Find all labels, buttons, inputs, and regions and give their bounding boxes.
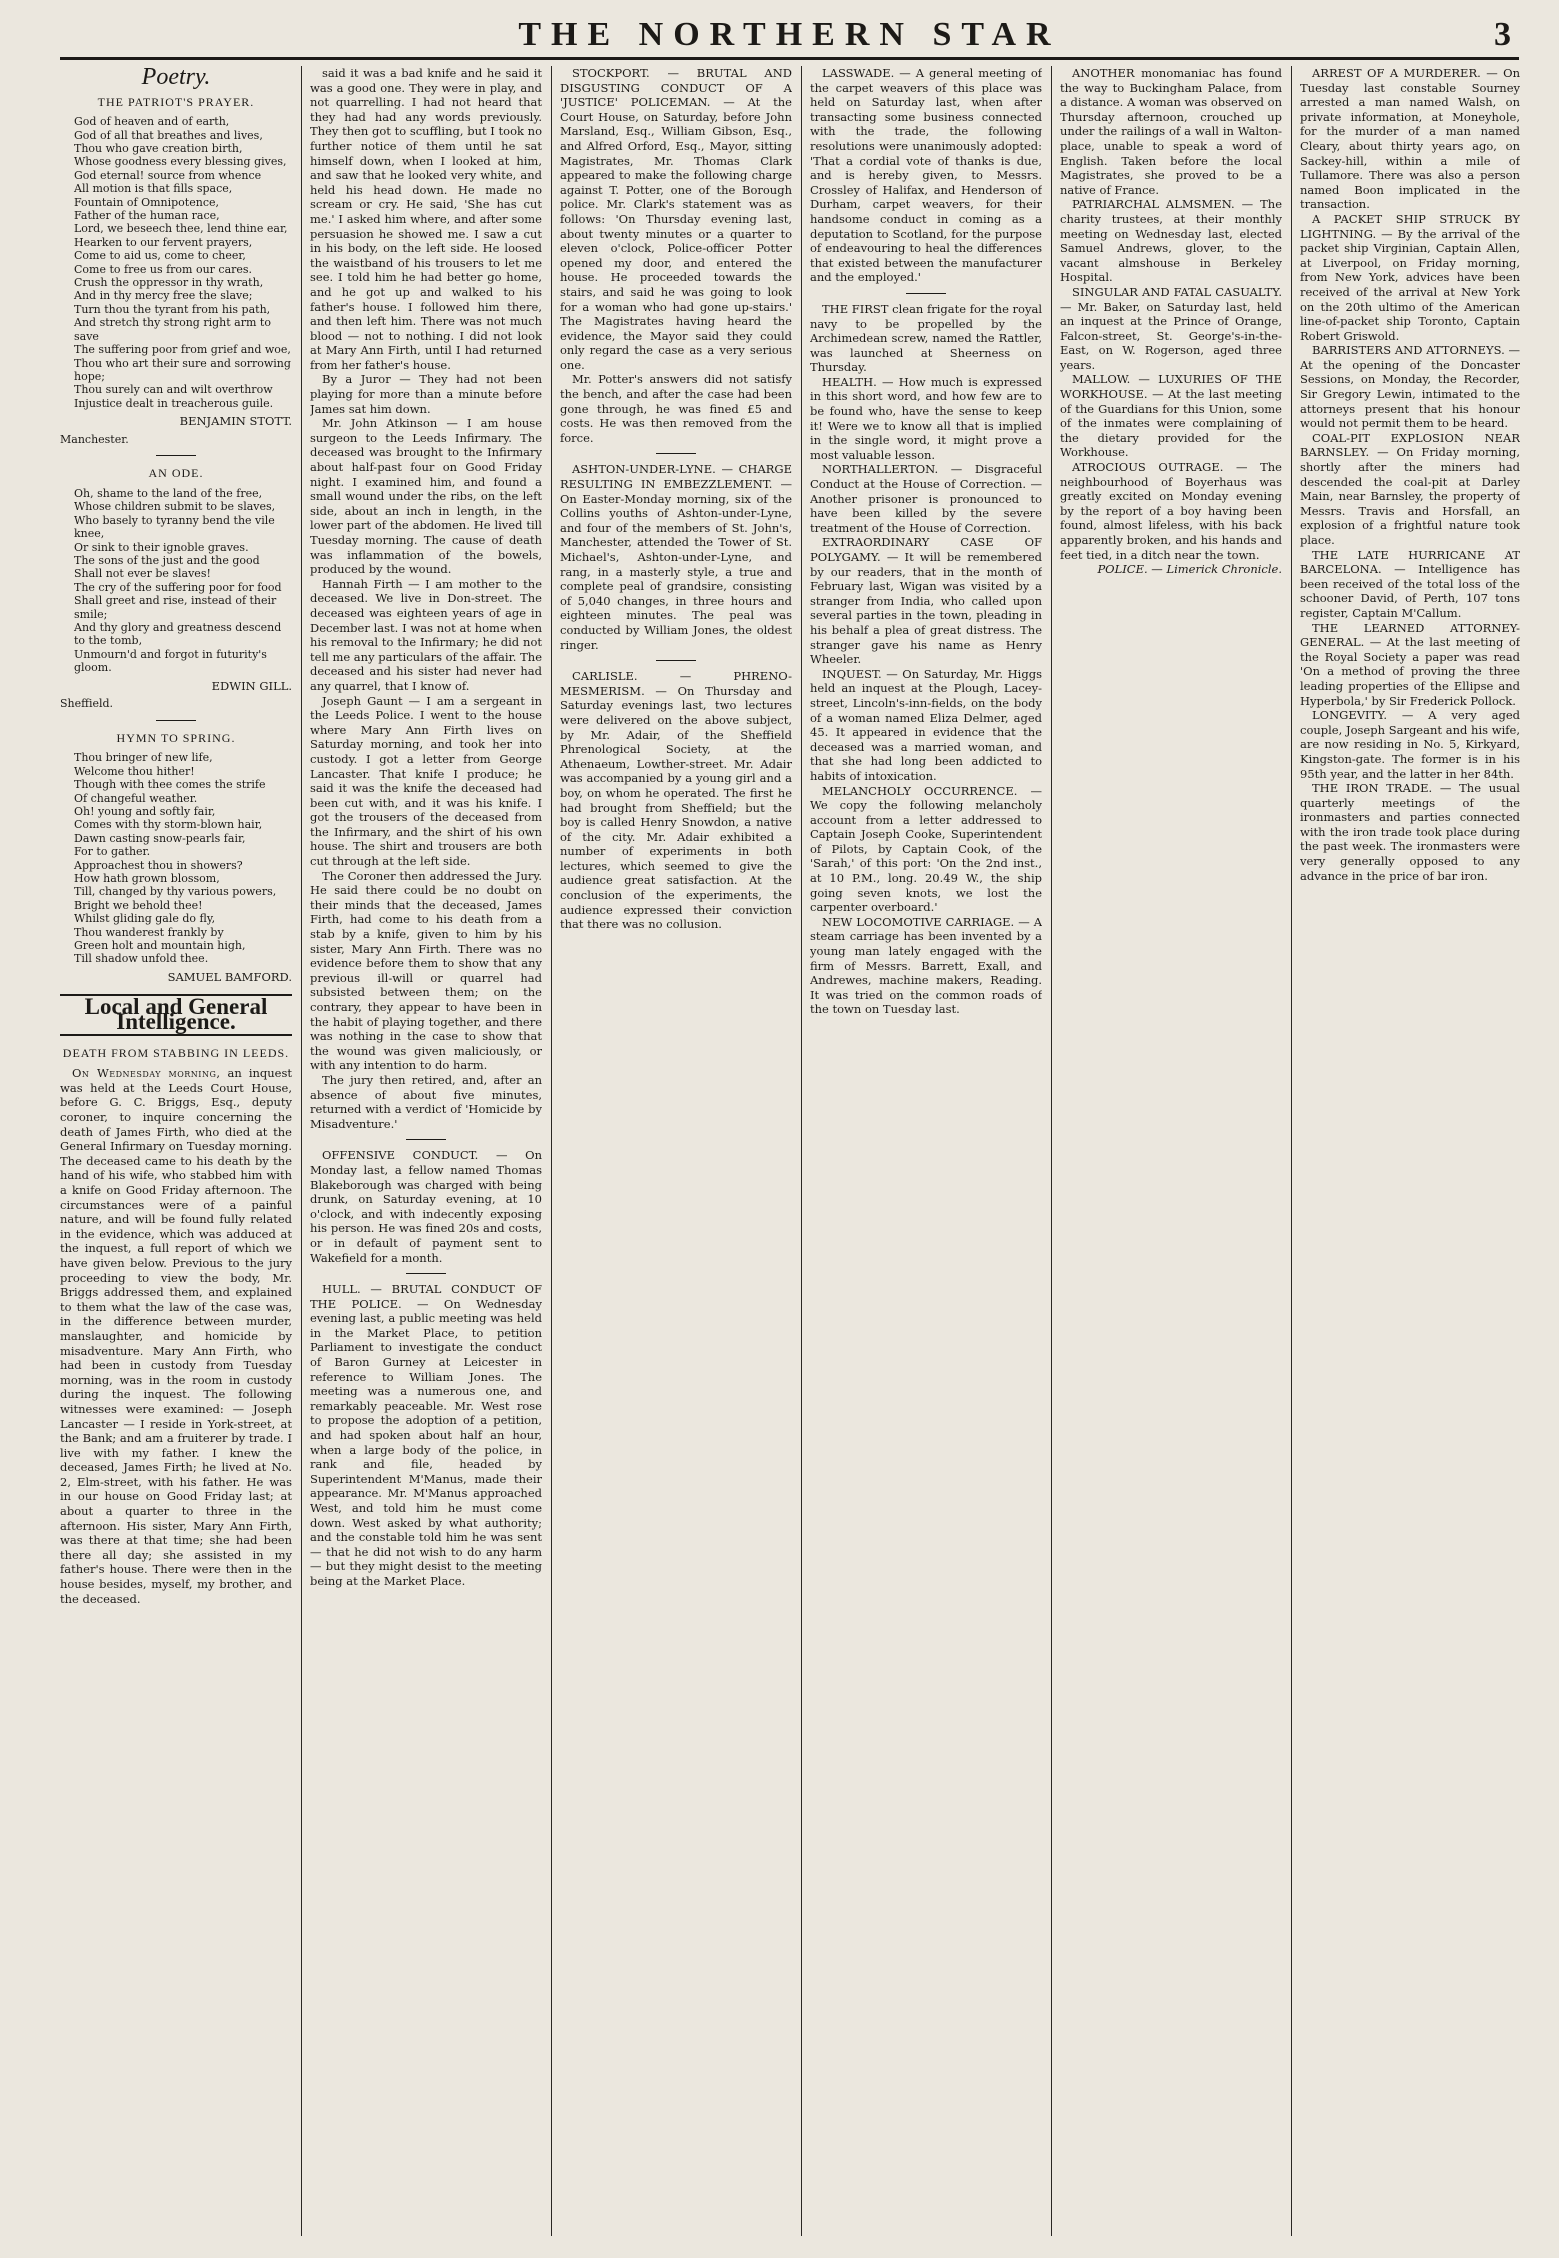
paragraph: Joseph Gaunt — I am a sergeant in the Leeds Police. I went to the house where Mary Ann Firth lives on Saturday morning, and took her into custody. I got a letter from George Lancaster. That knife I produce; he said it was the knife the deceased had been cut with, and it was his knife. I got the trousers of the deceased from the Infirmary, and the shirt of his own house. The shirt and trousers are both cut through at the left side. bbox=[310, 693, 542, 869]
paragraph: BARRISTERS AND ATTORNEYS. — At the opening of the Doncaster Sessions, on Monday, the Recorder, Sir Gregory Lewin, intimated to the attorneys present that his honour would not permit them to be heard. bbox=[1300, 343, 1520, 431]
column-rule bbox=[1291, 66, 1292, 2236]
divider bbox=[406, 1139, 446, 1140]
poem-author: SAMUEL BAMFORD. bbox=[167, 969, 292, 984]
paragraph: POLICE. — Limerick Chronicle. bbox=[1097, 562, 1282, 577]
paragraph: said it was a bad knife and he said it was a good one. They were in play, and not quarrelling. I had not heard that they had had any words previously. They then got to scuffling, but I took no further notice of them until he sat himself down, when I looked at him, and saw that he looked very white, and held his head down. He made no scream or cry. He said, 'She has cut me.' I asked him where, and after some persuasion he showed me. I saw a cut in his body, on the left side. He loosed the waistband of his trousers to let me see. I told him he had better go home, and he got up and walked to his father's house. I followed him there, and then left him. There was not much blood — not to nothing. I did not look at Mary Ann Firth, until I had returned from her father's house. bbox=[310, 66, 542, 372]
paragraph: PATRIARCHAL ALMSMEN. — The charity trustees, at their monthly meeting on Wednesday last, elected Samuel Andrews, glover, to the vacant almshouse in Berkeley Hospital. bbox=[1060, 197, 1282, 285]
paragraph: MELANCHOLY OCCURRENCE. — We copy the following melancholy account from a letter addressed to Captain Joseph Cooke, Superintendent of Pilots, by Captain Cook, of the 'Sarah,' of this port: 'On the 2nd inst., at 10 P.M., long. 20.49 W., the ship going seven knots, we lost the carpenter overboard.' bbox=[810, 783, 1042, 915]
paragraph: THE FIRST clean frigate for the royal navy to be propelled by the Archimedean screw, named the Rattler, was launched at Sheerness on Thursday. bbox=[810, 301, 1042, 375]
column-4 bbox=[810, 66, 1042, 2236]
poem-title: THE PATRIOT'S PRAYER. bbox=[97, 94, 255, 109]
poem-author: BENJAMIN STOTT. bbox=[179, 414, 292, 429]
paragraph: Mr. John Atkinson — I am house surgeon to the Leeds Infirmary. The deceased was brought to the Infirmary about half-past four on Good Friday night. I examined him, and found a small wound under the ribs, on the left side, about an inch in length, in the lower part of the abdomen. He lived till Tuesday morning. The cause of death was inflammation of the bowels, produced by the wound. bbox=[310, 416, 542, 577]
poem-title: HYMN TO SPRING. bbox=[116, 730, 236, 745]
paragraph: ARREST OF A MURDERER. — On Tuesday last constable Sourney arrested a man named Walsh, on private information, at Moneyhole, for the murder of a man named Cleary, about thirty years ago, on Sackey-hill, within a mile of Tullamore. There was also a person named Boon implicated in the transaction. bbox=[1300, 66, 1520, 212]
paragraph: ASHTON-UNDER-LYNE. — CHARGE RESULTING IN EMBEZZLEMENT. — On Easter-Monday morning, six of the Collins youths of Ashton-under-Lyne, and four of the members of St. John's, Manchester, attended the Tower of St. Michael's, Ashton-under-Lyne, and rang, in a masterly style, a true and complete peal of grandsire, consisting of 5,040 changes, in three hours and eighteen minutes. The peal was conducted by William Jones, the oldest ringer. bbox=[560, 462, 792, 652]
column-rule bbox=[301, 66, 302, 2236]
column-rule bbox=[551, 66, 552, 2236]
paragraph: COAL-PIT EXPLOSION NEAR BARNSLEY. — On Friday morning, shortly after the miners had descended the coal-pit at Darley Main, near Barnsley, the property of Messrs. Travis and Horsfall, an explosion of a frightful nature took place. bbox=[1300, 430, 1520, 547]
columns bbox=[60, 66, 1520, 2236]
article-headline: DEATH FROM STABBING IN LEEDS. bbox=[62, 1045, 290, 1060]
article-lead: On Wednesday morning, bbox=[72, 1066, 221, 1081]
divider bbox=[156, 455, 196, 456]
article-body: an inquest was held at the Leeds Court House, before G. C. Briggs, Esq., deputy coroner, to inquire concerning the death of James Firth, who died at the General Infirmary on Tuesday morning. The deceased came to his death by the hand of his wife, who stabbed him with a knife on Good Friday afternoon. The circumstances were of a painful nature, and will be found fully related in the evidence, which was adduced at the inquest, a full report of which we have given below. Previous to the jury proceeding to view the body, Mr. Briggs addressed them, and explained to them what the law of the case was, in the difference between murder, manslaughter, and homicide by misadventure. Mary Ann Firth, who had been in custody from Tuesday morning, was in the room in custody during the inquest. The following witnesses were examined: — Joseph Lancaster — I reside in York-street, at the Bank; and am a fruiterer by trade. I live with my father. I knew the deceased, James Firth; he lived at No. 2, Elm-street, with his father. He was in our house on Good Friday last; at about a quarter to three in the afternoon. His sister, Mary Ann Firth, was there at that time; she had been there all day; she assisted in my father's house. There were then in the house besides, myself, my brother, and the deceased. bbox=[60, 1066, 292, 1606]
paragraph: HEALTH. — How much is expressed in this short word, and how few are to be found who, have the sense to keep it! Were we to know all that is implied in the single word, it might prove a most valuable lesson. bbox=[810, 374, 1042, 462]
paragraph: THE LATE HURRICANE AT BARCELONA. — Intelligence has been received of the total loss of the schooner David, of Perth, 107 tons register, Captain M'Callum. bbox=[1300, 547, 1520, 620]
poetry-heading: Poetry. bbox=[141, 66, 211, 90]
poem-author: EDWIN GILL. bbox=[211, 678, 292, 693]
paragraph: LONGEVITY. — A very aged couple, Joseph Sargeant and his wife, are now residing in No. 5, Kirkyard, Kingston-gate. The former is in his 95th year, and the latter in her 84th. bbox=[1300, 708, 1520, 781]
poem-place: Manchester. bbox=[60, 432, 129, 446]
column-1 bbox=[60, 66, 292, 2236]
paragraph: A PACKET SHIP STRUCK BY LIGHTNING. — By the arrival of the packet ship Virginian, Captain Allen, at Liverpool, on Friday morning, from New York, advices have been received of the arrival at New York on the 20th ultimo of the American line-of-packet ship Toronto, Captain Robert Griswold. bbox=[1300, 211, 1520, 343]
divider bbox=[656, 453, 696, 454]
divider bbox=[156, 720, 196, 721]
poem-verse: God of heaven and of earth, God of all that breathes and lives, Thou who gave creation birth, Whose goodness every blessing gives, God eternal! source from whence All motion is that fills space, Fountain of Omnipotence, Father of the human race, Lord, we beseech thee, lend thine ear, Hearken to our fervent prayers, Come to aid us, come to cheer, Come to free us from our cares. Crush the oppressor in thy wrath, And in thy mercy free the slave; Turn thou the tyrant from his path, And stretch thy strong right arm to save The suffering poor from grief and woe, Thou who art their sure and sorrowing hope; Thou surely can and wilt overthrow Injustice dealt in treacherous guile. bbox=[74, 115, 291, 410]
paragraph: STOCKPORT. — BRUTAL AND DISGUSTING CONDUCT OF A 'JUSTICE' POLICEMAN. — At the Court House, on Saturday, before John Marsland, Esq., William Gibson, Esq., and Alfred Orford, Esq., Mayor, sitting Magistrates, Mr. Thomas Clark appeared to make the following charge against T. Potter, one of the Borough police. Mr. Clark's statement was as follows: 'On Thursday evening last, about twenty minutes or a quarter to eleven o'clock, Police-officer Potter opened my door, and entered the house. He proceeded towards the stairs, and said he was going to look for a woman who had gone up-stairs.' The Magistrates having heard the evidence, the Mayor said they could only regard the case as a very serious one. bbox=[560, 66, 792, 372]
paragraph: NEW LOCOMOTIVE CARRIAGE. — A steam carriage has been invented by a young man lately engaged with the firm of Messrs. Barrett, Exall, and Andrewes, machine makers, Reading. It was tried on the common roads of the town on Tuesday last. bbox=[810, 914, 1042, 1017]
column-3 bbox=[560, 66, 792, 2236]
masthead bbox=[60, 14, 1519, 60]
paragraph: THE IRON TRADE. — The usual quarterly meetings of the ironmasters and parties connected with the iron trade took place during the past week. The ironmasters were very generally opposed to any advance in the price of bar iron. bbox=[1300, 781, 1520, 883]
paragraph: INQUEST. — On Saturday, Mr. Higgs held an inquest at the Plough, Lacey-street, Lincoln's-inn-fields, on the body of a woman named Eliza Delmer, aged 45. It appeared in evidence that the deceased was a married woman, and that she had long been addicted to habits of intoxication. bbox=[810, 666, 1042, 783]
paragraph: SINGULAR AND FATAL CASUALTY. — Mr. Baker, on Saturday last, held an inquest at the Prince of Orange, Falcon-street, St. George's-in-the-East, on W. Rogerson, aged three years. bbox=[1060, 284, 1282, 372]
paragraph: NORTHALLERTON. — Disgraceful Conduct at the House of Correction. — Another prisoner is pronounced to have been killed by the severe treatment of the House of Correction. bbox=[810, 462, 1042, 535]
newspaper-title: THE NORTHERN STAR bbox=[518, 16, 1061, 53]
column-5 bbox=[1060, 66, 1282, 2236]
paragraph: EXTRAORDINARY CASE OF POLYGAMY. — It will be remembered by our readers, that in the month of February last, Wigan was visited by a stranger from India, who called upon several parties in the town, pleading in his behalf a plea of great distress. The stranger gave his name as Henry Wheeler. bbox=[810, 535, 1042, 667]
divider bbox=[906, 293, 946, 294]
paragraph: The jury then retired, and, after an absence of about five minutes, returned with a verdict of 'Homicide by Misadventure.' bbox=[310, 1072, 542, 1131]
paragraph: HULL. — BRUTAL CONDUCT OF THE POLICE. — On Wednesday evening last, a public meeting was held in the Market Place, to petition Parliament to investigate the conduct of Baron Gurney at Leicester in reference to William Jones. The meeting was a numerous one, and remarkably peaceable. Mr. West rose to propose the adoption of a petition, and had spoken about half an hour, when a large body of the police, in rank and file, headed by Superintendent M'Manus, made their appearance. Mr. M'Manus approached West, and told him he must come down. West asked by what authority; and the constable told him he was sent — that he did not wish to do any harm — but they might desist to the meeting being at the Market Place. bbox=[310, 1282, 542, 1588]
divider bbox=[656, 660, 696, 661]
page-number: 3 bbox=[1494, 16, 1511, 53]
masthead-rule bbox=[60, 57, 1519, 60]
paragraph: CARLISLE. — PHRENO-MESMERISM. — On Thursday and Saturday evenings last, two lectures were delivered on the above subject, by Mr. Adair, of the Sheffield Phrenological Society, at the Athenaeum, Lowther-street. Mr. Adair was accompanied by a young girl and a boy, on whom he operated. The first he had brought from Sheffield; but the boy is called Henry Snowdon, a native of the city. Mr. Adair exhibited a number of experiments in both lectures, which seemed to give the audience great satisfaction. At the conclusion of the experiments, the audience expressed their conviction that there was no collusion. bbox=[560, 669, 792, 932]
local-intelligence-heading: Local and General Intelligence. bbox=[60, 994, 292, 1035]
column-2 bbox=[310, 66, 542, 2236]
column-rule bbox=[1051, 66, 1052, 2236]
paragraph: The Coroner then addressed the Jury. He said there could be no doubt on their minds that the deceased, James Firth, had come to his death from a stab by a knife, given to him by his sister, Mary Ann Firth. There was no evidence before them to show that any previous ill-will or quarrel had subsisted between them; on the contrary, they appear to have been in the habit of playing together, and there was nothing in the case to show that the wound was given maliciously, or with any intention to do harm. bbox=[310, 868, 542, 1073]
paragraph: OFFENSIVE CONDUCT. — On Monday last, a fellow named Thomas Blakeborough was charged with being drunk, on Saturday evening, at 10 o'clock, and with indecently exposing his person. He was fined 20s and costs, or in default of payment sent to Wakefield for a month. bbox=[310, 1148, 542, 1265]
paragraph: Mr. Potter's answers did not satisfy the bench, and after the case had been gone through, he was fined £5 and costs. He was then removed from the force. bbox=[560, 372, 792, 445]
paragraph: THE LEARNED ATTORNEY-GENERAL. — At the last meeting of the Royal Society a paper was read 'On a method of proving the three leading properties of the Ellipse and Hyperbola,' by Sir Frederick Pollock. bbox=[1300, 620, 1520, 708]
paragraph: Hannah Firth — I am mother to the deceased. We live in Don-street. The deceased was eighteen years of age in December last. I was not at home when his removal to the Infirmary; he did not tell me any particulars of the affair. The deceased and his sister had never had any quarrel, that I know of. bbox=[310, 576, 542, 693]
paragraph: ATROCIOUS OUTRAGE. — The neighbourhood of Boyerhaus was greatly excited on Monday evening by the report of a boy having been found, almost lifeless, with his back apparently broken, and his hands and feet tied, in a ditch near the town. bbox=[1060, 460, 1282, 562]
column-6 bbox=[1300, 66, 1520, 2236]
poem-place: Sheffield. bbox=[60, 697, 114, 711]
column-rule bbox=[801, 66, 802, 2236]
poem-verse: Oh, shame to the land of the free, Whose children submit to be slaves, Who basely to tyranny bend the vile knee, Or sink to their ignoble graves. The sons of the just and the good Shall not ever be slaves! The cry of the suffering poor for food Shall greet and rise, instead of their smile; And thy glory and greatness descend to the tomb, Unmourn'd and forgot in futurity's gloom. bbox=[74, 486, 282, 675]
paragraph: LASSWADE. — A general meeting of the carpet weavers of this place was held on Saturday last, when after transacting some business connected with the trade, the following resolutions were unanimously adopted: 'That a cordial vote of thanks is due, and is hereby given, to Messrs. Crossley of Halifax, and Henderson of Durham, carpet weavers, for their handsome conduct in coming as a deputation to Scotland, for the purpose of endeavouring to heal the differences that existed between the manufacturer and the employed.' bbox=[810, 66, 1042, 285]
paragraph: By a Juror — They had not been playing for more than a minute before James sat him down. bbox=[310, 372, 542, 416]
paragraph: ANOTHER monomaniac has found the way to Buckingham Palace, from a distance. A woman was observed on Thursday afternoon, crouched up under the railings of a wall in Walton-place, unable to speak a word of English. Taken before the local Magistrates, she proved to be a native of France. bbox=[1060, 66, 1282, 197]
poem-title: AN ODE. bbox=[148, 466, 204, 481]
divider bbox=[406, 1273, 446, 1274]
paragraph: MALLOW. — LUXURIES OF THE WORKHOUSE. — At the last meeting of the Guardians for this Union, some of the inmates were complaining of the dietary provided for the Workhouse. bbox=[1060, 372, 1282, 460]
poem-verse: Thou bringer of new life, Welcome thou hither! Though with thee comes the strife Of changeful weather. Oh! young and softly fair, Comes with thy storm-blown hair, Dawn casting snow-pearls fair, For to gather. Approachest thou in showers? How hath grown blossom, Till, changed by thy various powers, Bright we behold thee! Whilst gliding gale do fly, Thou wanderest frankly by Green holt and mountain high, Till shadow unfold thee. bbox=[74, 751, 277, 966]
